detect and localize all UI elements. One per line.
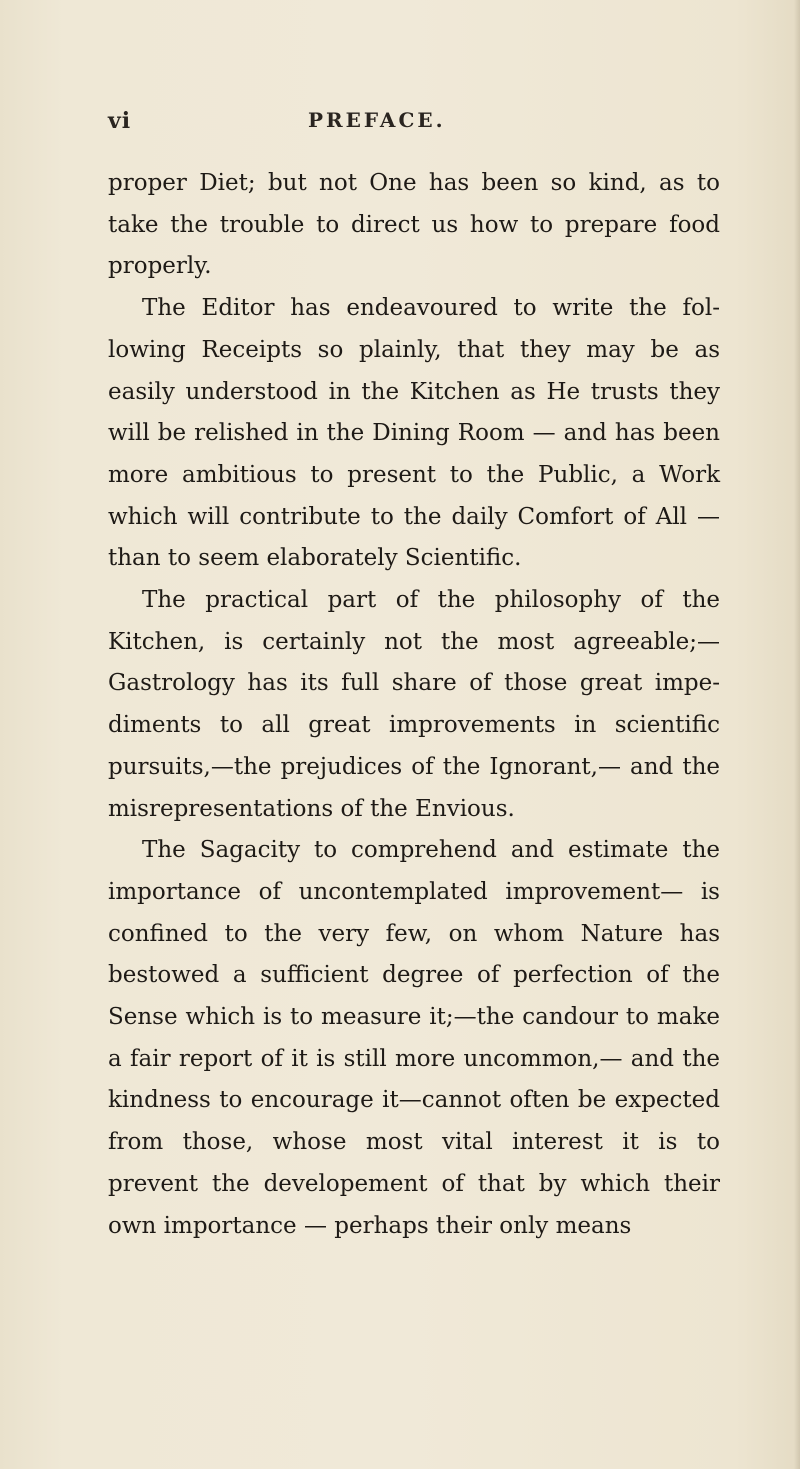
paragraph-3: The practical part of the philosophy of the Kitchen, is certainly not the most agreeable;— Gastrology has its full share of those great impe-diments to all great improvements in scientific pursuits,—the prejudices of the Ignorant,— and the misrepresentations of the Envious. <box>108 587 720 822</box>
page-number: vi <box>108 108 132 134</box>
page-edge-shadow <box>794 0 800 1469</box>
running-head <box>96 108 716 138</box>
body-text <box>108 163 720 1247</box>
running-title: PREFACE. <box>308 108 446 132</box>
paragraph-4: The Sagacity to comprehend and estimate the importance of uncontemplated improvement— is confined to the very few, on whom Nature has bestowed a sufficient degree of perfection of the Sense which is to measure it;—the candour to make a fair report of it is still more uncommon,— and the kindness to encourage it—cannot often be expected from those, whose most vital interest it is to prevent the developement of that by which their own importance — perhaps their only means <box>108 837 720 1239</box>
paragraph-1: proper Diet; but not One has been so kind, as to take the trouble to direct us how to prepare food properly. <box>108 170 720 280</box>
paragraph-2: The Editor has endeavoured to write the fol-lowing Receipts so plainly, that they may be as easily understood in the Kitchen as He trusts they will be relished in the Dining Room — and has been more ambitious to present to the Public, a Work which will contribute to the daily Comfort of All — than to seem elaborately Scientific. <box>108 295 720 572</box>
